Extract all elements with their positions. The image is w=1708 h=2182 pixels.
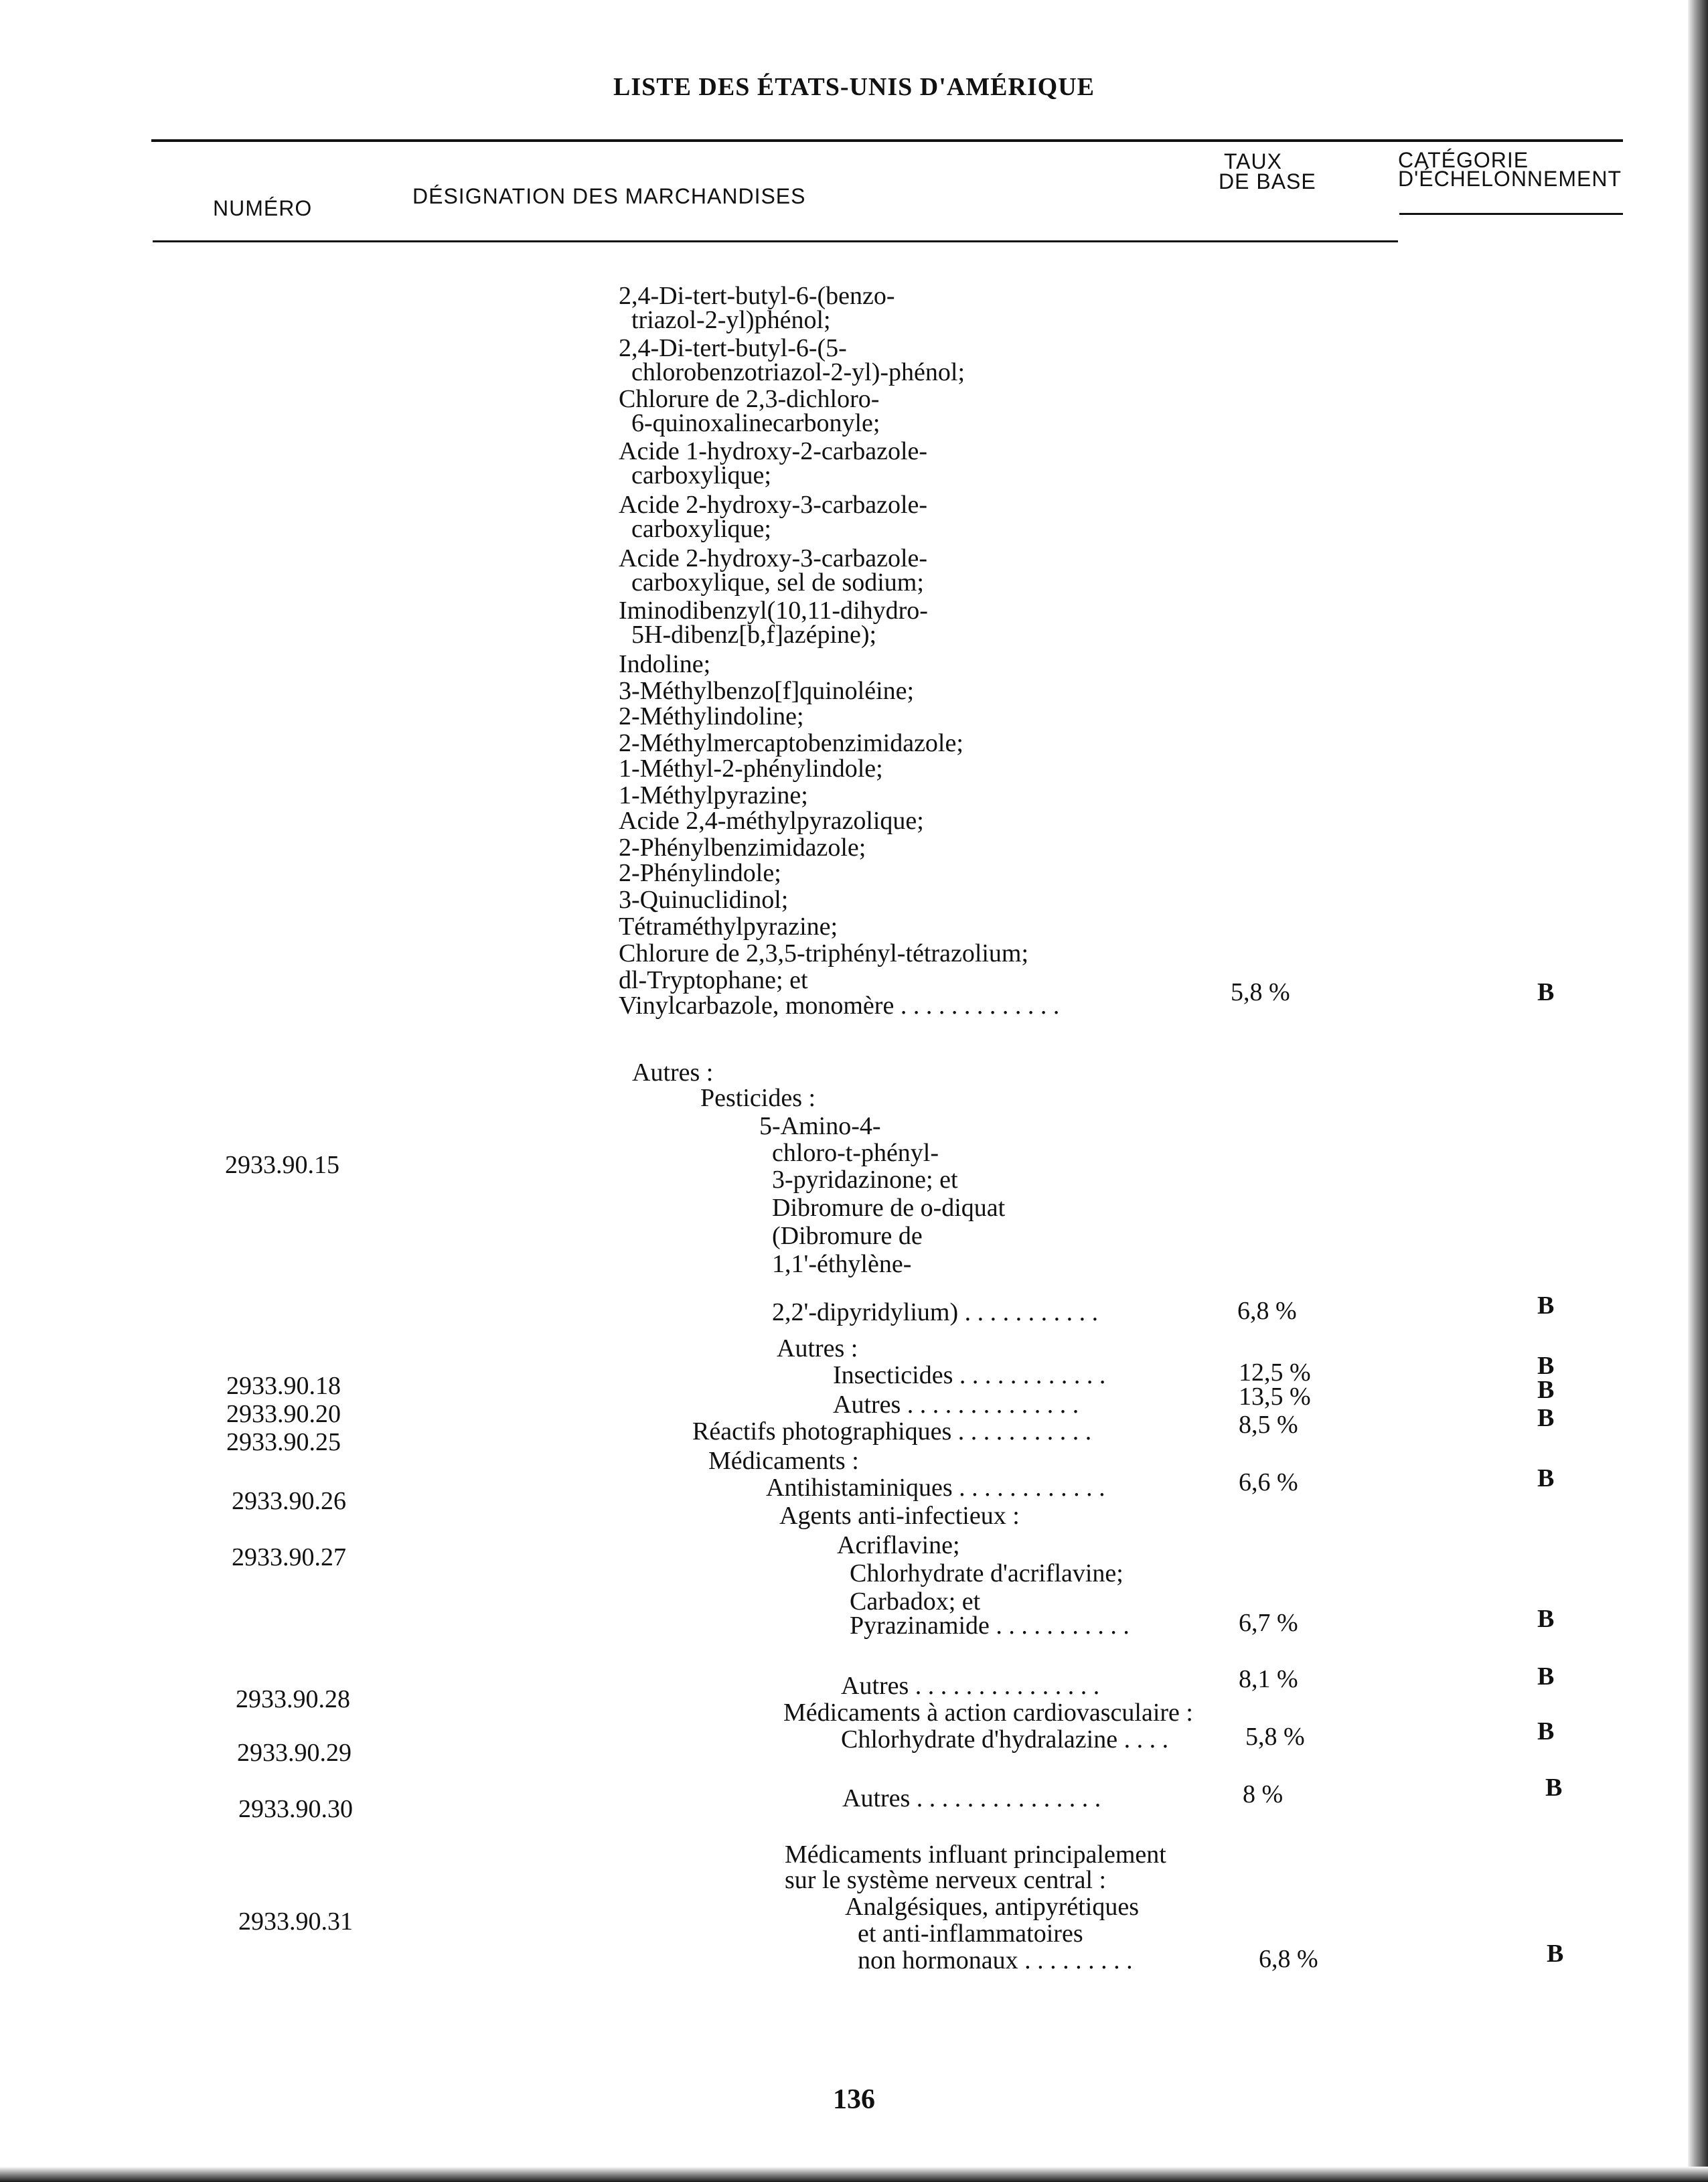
rate-value: 8,1 % <box>1239 1665 1298 1693</box>
list-line: carboxylique, sel de sodium; <box>619 568 924 597</box>
scan-edge-bottom <box>0 2167 1708 2182</box>
column-header-taux-1: TAUX <box>1224 149 1282 173</box>
list-line: Iminodibenzyl(10,11-dihydro- <box>619 597 928 625</box>
list-line: carboxylique; <box>619 515 771 543</box>
rate-value: 12,5 % <box>1239 1358 1311 1387</box>
rate-value: 8 % <box>1243 1780 1284 1808</box>
category-value: B <box>1537 1376 1555 1404</box>
tariff-number: 2933.90.28 <box>236 1685 350 1713</box>
column-header-numero: NUMÉRO <box>213 196 313 220</box>
entry-line: 2,2'-dipyridylium) . . . . . . . . . . . <box>759 1298 1099 1326</box>
list-line: carboxylique; <box>619 461 771 489</box>
entry-line: Autres . . . . . . . . . . . . . . . <box>842 1784 1101 1812</box>
list-line: 2-Phénylindole; <box>619 859 781 887</box>
tariff-number: 2933.90.25 <box>226 1428 341 1456</box>
list-line: Acide 1-hydroxy-2-carbazole- <box>619 437 928 465</box>
list-line: 2,4-Di-tert-butyl-6-(benzo- <box>619 282 895 310</box>
section-label: Médicaments à action cardiovasculaire : <box>783 1699 1193 1727</box>
list-line: 1-Méthylpyrazine; <box>619 781 808 809</box>
entry-line: 3-pyridazinone; et <box>759 1166 958 1194</box>
entry-line: Autres . . . . . . . . . . . . . . . <box>841 1672 1100 1700</box>
list-line: 5H-dibenz[b,f]azépine); <box>619 621 877 649</box>
rate-value: 6,8 % <box>1237 1297 1297 1325</box>
rate-value: 13,5 % <box>1239 1383 1311 1411</box>
entry-line: Insecticides . . . . . . . . . . . . <box>833 1361 1106 1389</box>
section-label: Médicaments influant principalement <box>785 1841 1166 1869</box>
category-value: B <box>1537 978 1555 1006</box>
column-header-designation: DÉSIGNATION DES MARCHANDISES <box>412 184 806 208</box>
entry-line: non hormonaux . . . . . . . . . <box>845 1946 1133 1974</box>
entry-line: chloro-t-phényl- <box>759 1139 939 1167</box>
header-bottom-rule <box>153 240 1398 242</box>
entry-line: Réactifs photographiques . . . . . . . . . . . <box>692 1417 1092 1446</box>
list-line: 2-Méthylindoline; <box>619 702 804 730</box>
section-label: Autres : <box>777 1334 858 1362</box>
column-header-taux-2: DE BASE <box>1219 169 1316 193</box>
rate-value: 5,8 % <box>1245 1723 1305 1751</box>
tariff-number: 2933.90.27 <box>232 1543 346 1571</box>
entry-line: (Dibromure de <box>759 1222 923 1250</box>
rate-value: 6,6 % <box>1239 1468 1298 1496</box>
list-line: Acide 2-hydroxy-3-carbazole- <box>619 491 928 519</box>
list-line: 2,4-Di-tert-butyl-6-(5- <box>619 334 847 362</box>
list-line: Acide 2,4-méthylpyrazolique; <box>619 807 924 835</box>
section-label: Médicaments : <box>708 1447 859 1475</box>
rate-value: 8,5 % <box>1239 1411 1298 1439</box>
entry-line: 1,1'-éthylène- <box>759 1250 912 1278</box>
list-line: Chlorure de 2,3,5-triphényl-tétrazolium; <box>619 939 1029 967</box>
entry-line: Chlorhydrate d'hydralazine . . . . <box>841 1725 1169 1754</box>
scan-edge-right <box>1688 0 1708 2182</box>
category-value: B <box>1545 1774 1563 1802</box>
column-header-categorie-1: CATÉGORIE <box>1398 148 1529 172</box>
tariff-number: 2933.90.20 <box>226 1400 341 1428</box>
category-value: B <box>1537 1404 1555 1432</box>
entry-line: Autres . . . . . . . . . . . . . . <box>833 1391 1079 1419</box>
tariff-number: 2933.90.29 <box>237 1739 352 1767</box>
rate-value: 6,8 % <box>1259 1945 1318 1973</box>
list-line: 2-Phénylbenzimidazole; <box>619 834 866 862</box>
category-value: B <box>1537 1292 1555 1320</box>
rate-value: 6,7 % <box>1239 1609 1298 1637</box>
entry-line: et anti-inflammatoires <box>845 1920 1083 1948</box>
entry-line: Carbadox; et <box>837 1587 981 1616</box>
entry-line: Acriflavine; <box>837 1531 960 1559</box>
column-header-categorie-2: D'ÉCHELONNEMENT <box>1398 167 1622 191</box>
list-line: chlorobenzotriazol-2-yl)-phénol; <box>619 358 965 386</box>
category-value: B <box>1537 1352 1555 1380</box>
list-line: triazol-2-yl)phénol; <box>619 306 831 334</box>
section-label: Pesticides : <box>700 1084 816 1112</box>
entry-line: Dibromure de o-diquat <box>759 1194 1006 1222</box>
tariff-number: 2933.90.26 <box>232 1487 346 1515</box>
entry-line: Chlorhydrate d'acriflavine; <box>837 1559 1123 1587</box>
list-line: 3-Quinuclidinol; <box>619 886 789 914</box>
entry-line: Analgésiques, antipyrétiques <box>845 1893 1140 1921</box>
page-number: 136 <box>833 2084 875 2115</box>
tariff-number: 2933.90.31 <box>238 1907 353 1936</box>
list-line: 6-quinoxalinecarbonyle; <box>619 409 880 437</box>
list-line: 3-Méthylbenzo[f]quinoléine; <box>619 677 915 705</box>
list-line: 2-Méthylmercaptobenzimidazole; <box>619 729 963 757</box>
list-line: 1-Méthyl-2-phénylindole; <box>619 755 883 783</box>
list-line: Vinylcarbazole, monomère . . . . . . . . . . . . . <box>619 992 1060 1020</box>
tariff-number: 2933.90.15 <box>225 1151 339 1179</box>
rate-value: 5,8 % <box>1231 978 1290 1006</box>
list-line: Indoline; <box>619 650 711 678</box>
entry-line: Pyrazinamide . . . . . . . . . . . <box>837 1612 1130 1640</box>
header-right-rule <box>1399 213 1623 215</box>
section-label: Agents anti-infectieux : <box>779 1502 1020 1530</box>
category-value: B <box>1537 1717 1555 1745</box>
page-title: LISTE DES ÉTATS-UNIS D'AMÉRIQUE <box>613 73 1095 101</box>
category-value: B <box>1537 1464 1555 1492</box>
list-line: Tétraméthylpyrazine; <box>619 913 838 941</box>
list-line: dl-Tryptophane; et <box>619 966 808 994</box>
tariff-number: 2933.90.30 <box>238 1795 353 1823</box>
section-label: sur le système nerveux central : <box>785 1866 1107 1894</box>
category-value: B <box>1537 1605 1555 1633</box>
section-label: Autres : <box>632 1059 714 1087</box>
tariff-number: 2933.90.18 <box>226 1372 341 1400</box>
entry-line: 5-Amino-4- <box>759 1112 881 1140</box>
list-line: Acide 2-hydroxy-3-carbazole- <box>619 544 928 572</box>
category-value: B <box>1547 1940 1564 1968</box>
top-rule <box>151 139 1623 142</box>
category-value: B <box>1537 1662 1555 1691</box>
entry-line: Antihistaminiques . . . . . . . . . . . . <box>766 1474 1105 1502</box>
list-line: Chlorure de 2,3-dichloro- <box>619 385 880 413</box>
